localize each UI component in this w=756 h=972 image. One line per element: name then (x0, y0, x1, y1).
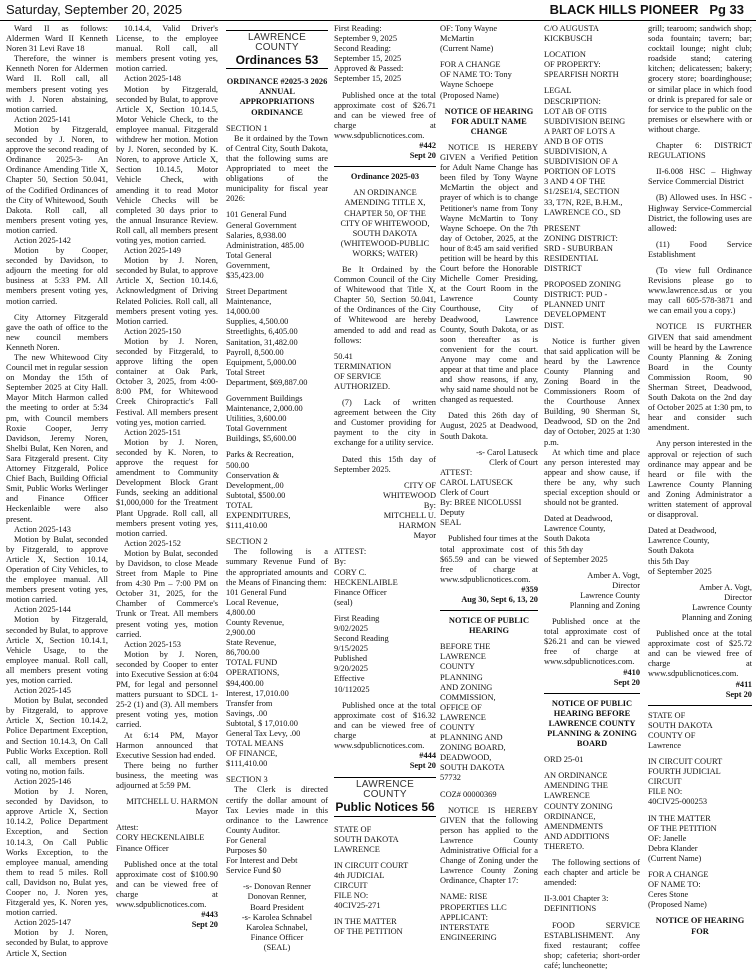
paragraph: FOOD SERVICE ESTABLISHMENT. Any fixed restaurant; coffee shop; cafeteria; short-order café; luncheonette; (544, 920, 643, 970)
notice-heading: NOTICE OF PUBLIC HEARING (448, 616, 532, 636)
officer-name: CORY HECKENLAIBLE (116, 833, 205, 843)
paragraph: Motion by Fitzgerald, seconded by J. Noren, to approve the second reading of Ordinance 2025-3- An Ordinance Amending Title X, Chapter 50, Section 50.041, of the Codified Ordinances of the City of Whitewood, South Dakota. Roll call, all members present voting yes, motion carried. (6, 124, 111, 235)
dated-block: Dated at Deadwood, Lawrence County, South Dakota this 5th Day of September 2025 (648, 526, 717, 576)
court-caption: IN CIRCUIT COURT 4th JUDICIAL CIRCUIT FILE NO: 40CIV25-271 (334, 860, 409, 911)
property-location: LOCATION OF PROPERTY: SPEARFISH NORTH (544, 50, 619, 80)
paragraph: (To view full Ordinance Revisions please go to www.lawrence.sd.us or you may call 605-578-3871 and we can email you a copy.) (648, 265, 755, 316)
attest-block: ATTEST: By: CORY C. HECKENLAIBLE Finance Officer (seal) (334, 547, 398, 607)
paragraph: Dated this 26th day of August, 2025 at Deadwood, South Dakota. (440, 411, 541, 441)
paragraph: City Attorney Fitzgerald gave the oath of office to the new council members Kenneth Noren. (6, 312, 111, 352)
notice-heading: NOTICE OF HEARING FOR ADULT NAME CHANGE (444, 106, 536, 136)
paragraph: Ward II as follows: Aldermen Ward II Kenneth Noren 31 Levi Rave 18 (6, 24, 111, 54)
ordinance-heading: ORDINANCE #2025-3 2026 ANNUAL APPROPRIATIONS ORDINANCE (226, 77, 329, 117)
chapter-heading: II-3.001 Chapter 3: DEFINITIONS (544, 894, 609, 914)
notice-date: Sept 20 (725, 689, 752, 699)
present-zoning: PRESENT ZONING DISTRICT: SRD - SUBURBAN RESIDENTIAL DISTRICT (544, 223, 618, 274)
paragraph: II-6.008 HSC – Highway Service Commercial District (648, 167, 755, 187)
section-title: Ordinances 53 (226, 53, 328, 68)
proposed-name: FOR A CHANGE OF NAME TO: Ceres Stone (Proposed Name) (648, 870, 709, 910)
page-header (0, 0, 756, 21)
court-caption: IN CIRCUIT COURT FOURTH JUDICIAL CIRCUIT FILE NO: 40CIV25-000253 (648, 757, 723, 807)
signature-block: CITY OF WHITEWOOD By: MITCHELL U. HARMON Mayor (382, 480, 436, 541)
paragraph: NOTICE IS HEREBY GIVEN that the following person has applied to the Lawrence County Administrative Official for a Change of Zoning under the Lawrence County Zoning Ordinance, Chapter 17: (440, 805, 541, 886)
paragraph: Action 2025-142 (14, 235, 71, 245)
budget-lines: Government Buildings Maintenance, 2,000.00 Utilities, 3,600.00 Total Government Buildings, $5,600.00 (226, 394, 303, 444)
paragraph: Motion by Fitzgerald, seconded by Bulat, to approve Article X, Section 10.14.5, Motor Vehicle Check, to the employee manual. Fitzgerald withdrew her motion. Motion by J. Noren, seconded by K. Noren, to approve Article X, Section 10.14.5, Motor Vehicle Check, with amending it to read Motor Vehicle Checks will be completed 30 days prior to the annual Insurance Review. Roll call, all members present voting yes, motion carried. (116, 84, 221, 245)
publication-cost: Published once at the total approximate cost of $25.72 and can be viewed free of charge at www.sdpublicnotices.com. (648, 629, 755, 679)
paragraph: Notice is further given that said application will be heard by the Lawrence County Planning and Zoning Board in the Commissioners Room of the Courthouse Annex Building, 90 Sherman St, Deadwood, SD on the 2nd day of October, 2025 at 1:30 p.m. (544, 336, 643, 447)
signature-block: -s- Carol Latuseck Clerk of Court (476, 447, 538, 467)
paragraph: Be it ordained by the Town of Central City, South Dakota, that the following sums are Appropriated to meet the obligations of the municipality for fiscal year 2026: (226, 133, 331, 204)
section-heading: 50.41 TERMINATION OF SERVICE AUTHORIZED. (334, 351, 392, 391)
notice-id: #444 (419, 751, 436, 761)
paragraph: Action 2025-141 (14, 114, 71, 124)
legal-description: LEGAL DESCRIPTION: LOT AB OF OTIS SUBDIVISION BEING A PART OF LOTS A AND B OF OTIS SUBDIVISION, A SUBDIVISION OF A PORTION OF LOTS 3 AND 4 OF THE S1/2SE1/4, SECTION 33, T7N, R2E, B.H.M., LAWRENCE CO., SD (544, 86, 626, 217)
paragraph: 10.14.4, Valid Driver's License, to the employee manual. Roll call, all members present voting yes, motion carried. (116, 24, 221, 74)
paragraph: NOTICE IS FURTHER GIVEN that said amendment will be heard by the Lawrence County Planning & Zoning Board in the County Commission Room, 90 Sherman Street, Deadwood, South Dakota on the 2nd day of October 2025 at 1:30 pm, to hear and consider such amendment. (648, 322, 755, 433)
section-label: SECTION 3 (226, 775, 268, 785)
publication-cost: Published once at the total approximate cost of $100.90 and can be viewed free of charge at www.sdpublicnotices.com. (116, 859, 221, 909)
notice-id: #443 (201, 910, 218, 920)
column-7 (648, 24, 755, 937)
notice-date: Sept 20 (409, 151, 436, 161)
column-4 (334, 24, 439, 938)
coz-number: COZ# 00000369 (440, 789, 497, 799)
paragraph: grill; tearoom; sandwich shop; soda fountain; tavern; bar; cocktail lounge; night club; roadside stand; catering kitchen; delicatessen; bakery; grocery store; boardinghouse; or similar place in which food or drink is prepared for sale or for service to the public on the premises or elsewhere with or without charge. (648, 24, 755, 134)
court-caption: IN THE MATTER OF THE PETITION (334, 917, 403, 937)
paragraph: Action 2025-143 (14, 524, 71, 534)
paragraph: Motion by Cooper, seconded by Davidson, to adjourn the meeting for old business at 5:33 PM. All members present voting yes, motion carried. (6, 246, 111, 306)
paragraph: Action 2025-148 (124, 74, 181, 84)
paragraph: At which time and place any person interested may appear and show cause, if there be any, why such special exception should or should not be granted. (544, 447, 643, 508)
paragraph: Motion by Bulat, seconded by Davidson, to close Meade Street from Maple to Pine from 4:30 Pm – 7:00 PM on October 31, 2025, for the Chamber of Commerce's Trunk or Treat. All members present voting yes, motion carried. (116, 548, 221, 639)
paragraph: (7) Lack of written agreement between the City and Customer providing for payment to the city in exchange for a utility service. (334, 398, 439, 448)
publication-title: BLACK HILLS PIONEER Pg 33 (549, 2, 744, 17)
section-banner (334, 777, 436, 816)
budget-lines: Street Department Maintenance, 14,000.00 Supplies, 4,500.00 Streetlights, 6,405.00 Sanitation, 31,482.00 Payroll, 8,500.00 Equipment, 5,000.00 Total Street Department, $69,887.00 (226, 287, 308, 387)
paragraph: Dated this 15th day of September 2025. (334, 454, 439, 474)
column-3 (226, 24, 331, 953)
paragraph: Motion by Bulat, seconded by Fitzgerald, to approve Article X, Section 10.14.2, Police Department Exception, and Section 10.14.3, On Call Public Works Exception. Roll call, all members present voting no, motion fails. (6, 696, 111, 776)
paragraph: Motion by J. Noren, seconded by Fitzgerald, to approve lifting the open container at Oak Park, October 3, 2025, from 4:00-8:00 PM, for Whitewood Creek Chiropractic's Fall Festival. All members present voting yes, motion carried. (116, 336, 221, 427)
budget-lines: 101 General Fund General Government Salaries, 8,938.00 Administration, 485.00 Total General Government, $35,423.00 (226, 210, 304, 280)
issue-date: Saturday, September 20, 2025 (6, 2, 183, 17)
column-5 (440, 24, 541, 943)
paragraph: Motion by J. Noren, seconded by K. Noren, to approve the request for amendment to Community Development Block Grant Funds, seeking an additional $1,000,000 for the Treatment Plant Upgrade. Roll call, all members present voting yes, motion carried. (116, 437, 221, 538)
notice-id: #359 (521, 584, 538, 594)
chapter-heading: Chapter 6: DISTRICT REGULATIONS (648, 141, 755, 161)
proposed-name: FOR A CHANGE OF NAME TO: Tony Wayne Schoepe (Proposed Name) (440, 60, 512, 100)
paragraph: Motion by Bulat, seconded by Fitzgerald, to approve Article X, Section 10.14, Operation of City Vehicles, to the employee manual. All members present voting yes, motion carried. (6, 534, 111, 605)
section-banner (226, 30, 328, 69)
section-label: SECTION 1 (226, 123, 268, 133)
paragraph: NOTICE IS HEREBY GIVEN a Verified Petition for Adult Name Change has been filed by Tony Wayne McMartin the object and prayer of which is to change Petitioner's name from Tony Wayne McMartin to Tony Wayne Schoepe. On the 7th day of October, 2025, at the hour of 8:45 am said verified petition will be heard by this Court before the Honorable Michelle Comer Presiding, at the Court Room in the Lawrence County Courthouse, City of Deadwood, Lawrence County, South Dakota, or as soon thereafter as is convenient for the court. Anyone may come and appear at that time and place and show reasons, if any, why said name should not be changed as requested. (440, 142, 541, 405)
notice-heading: NOTICE OF PUBLIC HEARING BEFORE LAWRENCE COUNTY PLANNING & ZONING BOARD (547, 698, 639, 749)
dated-block: Dated at Deadwood, Lawrence County, South Dakota this 5th day of September 2025 (544, 514, 613, 564)
page-number: Pg 33 (709, 2, 744, 17)
paragraph: The Clerk is directed certify the dollar amount of Tax Levies made in this ordinance to the Lawrence County Auditor. (226, 785, 331, 835)
paragraph: Action 2025-145 (14, 686, 71, 696)
paragraph: Motion by Fitzgerald, seconded by Bulat, to approve Article X, Section 10.14.1, Vehicle Usage, to the employee manual. Roll call, all members present voting yes, motion carried. (6, 615, 111, 685)
paragraph: Be It Ordained by the Common Council of the City of Whitewood that Title X, Chapter 50, Section 50.041, of the Ordinances of the City of Whitewood are hereby amended to add and read as follows: (334, 264, 439, 345)
budget-lines: 101 General Fund Local Revenue, 4,800.00 County Revenue, 2,900.00 State Revenue, 86,700.00 TOTAL FUND OPERATIONS, $94,400.00 Interest, 17,010.00 Transfer from Savings, .00 Subtotal, $ 17,010.00 General Tax Levy, .00 TOTAL MEANS OF FINANCE, $111,410.00 (226, 587, 301, 769)
paragraph: Action 2025-150 (124, 326, 181, 336)
current-name: IN THE MATTER OF THE PETITION OF: Janelle Debra Klander (Current Name) (648, 813, 717, 863)
paragraph: The following is a summary Revenue Fund of the appropriated amounts and the Means of Financing them: (226, 547, 331, 587)
proposed-zoning: PROPOSED ZONING DISTRICT: PUD - PLANNED UNIT DEVELOPMENT DIST. (544, 280, 622, 330)
readings: First Reading 9/02/2025 Second Reading 9/15/2025 Published 9/20/2025 Effective 10/112025 (334, 613, 389, 694)
paragraph: Action 2025-151 (124, 427, 181, 437)
paragraph: At 6:14 PM, Mayor Harmon announced that Executive Session had ended. (116, 730, 221, 760)
publication-cost: Published four times at the total approximate cost of $65.59 and can be viewed free of charge at www.sdpublicnotices.com. (440, 534, 541, 584)
paragraph: (11) Food Service Establishment (648, 239, 755, 259)
notice-heading: NOTICE OF HEARING FOR (655, 916, 747, 936)
paragraph: Action 2025-153 (124, 639, 181, 649)
officer-title: Finance Officer (116, 843, 169, 853)
paragraph: Action 2025-146 (14, 776, 71, 786)
notice-date: Aug 30, Sept 6, 13, 20 (461, 594, 538, 604)
column-2 (116, 24, 221, 930)
paragraph: The following sections of each chapter and article be amended: (544, 858, 643, 888)
paragraph: Motion by J. Noren, seconded by Bulat, to approve Article X, Section 10.14.6, Acknowledgment of Driving Related Policies. Roll call, all members present voting yes. Motion carried. (116, 256, 221, 326)
publication-cost: Published once at the total approximate cost of $26.21 and can be viewed free of charge at www.sdpublicnotices.com. (544, 617, 643, 667)
publication-cost: Published once at the total approximate cost of $16.32 and can be viewed free of charge at www.sdpublicnotices.com. (334, 700, 439, 750)
paragraph: Any person interested in the approval or rejection of such ordinance may appear and be heard or file with the Lawrence County Planning and Zoning Administrator a written statement of approval or disapproval. (648, 439, 755, 520)
current-name: OF: Tony Wayne McMartin (Current Name) (440, 24, 498, 54)
budget-lines: Parks & Recreation, 500.00 Conservation & Development,.00 Subtotal, $500.00 TOTAL EXPENDITURES, $111,410.00 (226, 450, 294, 531)
signature-block: -s- Karolea Schnabel Karolea Schnabel, Finance Officer (SEAL) (241, 912, 313, 952)
section-kicker: LAWRENCE COUNTY (356, 779, 414, 801)
court-caption: STATE OF SOUTH DAKOTA LAWRENCE (334, 824, 399, 854)
column-1 (6, 24, 111, 959)
applicant-care-of: C/O AUGUSTA KICKBUSCH (544, 24, 599, 44)
notice-date: Sept 20 (191, 920, 218, 930)
section-title: Public Notices 56 (335, 800, 435, 815)
paragraph: Action 2025-147 (14, 918, 71, 928)
signature-block: Amber A. Vogt, Director Lawrence County Planning and Zoning (681, 582, 752, 622)
paragraph: Therefore, the winner is Kenneth Noren for Aldermen Ward II. Roll call, all members present voting yes with J. Noren abstaining, motion carried. (6, 54, 111, 114)
section-label: SECTION 2 (226, 537, 268, 547)
signature-name: MITCHELL U. HARMON (126, 797, 218, 807)
hearing-body: BEFORE THE LAWRENCE COUNTY PLANNING AND ZONING COMMISSION, OFFICE OF LAWRENCE COUNTY PLANNING AND ZONING BOARD, DEADWOOD, SOUTH DAKOTA 57732 (440, 642, 506, 783)
signature-title: Mayor (195, 807, 218, 817)
budget-lines: For General Purposes $0 For Interest and Debt Service Fund $0 (226, 835, 298, 876)
notice-date: Sept 20 (613, 677, 640, 687)
paragraph: The new Whitewood City Council met in regular session on Monday the 15th of September 2025 at City Hall. Mayor Mitch Harmon called the meeting to order at 5:34 pm, with Council members Roxie Cooper, Jerry Davidson, Jeremy Noren, Shelbi Bulat, Ken Noren, and Sara Fitzgerald present. City Attorney Fitzgerald, Police Chief Bach, Building Official Smit, Public Works Werlinger and Finance Officer Heckenlaible were also present. (6, 353, 111, 524)
paragraph: Action 2025-144 (14, 605, 71, 615)
paragraph: Motion by J. Noren, seconded by Davidson, to approve Article X, Section 10.14.2, Police Department Exception, and Section 10.14.3, On Call Public Works Exception, to the employee manual, amending them to read 5 miles. Roll call, Davidson no, Bulat yes, Cooper no, J. Noren yes, Fitzgerald yes, K. Noren yes, motion carried. (6, 787, 111, 918)
notice-id: #442 (419, 141, 436, 151)
publication-cost: Published once at the total approximate cost of $26.71 and can be viewed free of charge at www.sdpublicnotices.com. (334, 90, 439, 140)
court-caption: STATE OF SOUTH DAKOTA COUNTY OF Lawrence (648, 710, 713, 750)
paragraph: (B) Allowed uses. In HSC - Highway Service-Commercial District, the following uses are allowed: (648, 193, 755, 233)
paragraph: Motion by J. Noren, seconded by Cooper to enter into Executive Session at 6:04 PM, for legal and personnel matters pursuant to SDCL 1-25-2 (1) and (3). All members present voting yes, motion carried. (116, 649, 221, 730)
paragraph: There being no further business, the meeting was adjourned at 5:59 PM. (116, 760, 221, 791)
applicant: NAME: RISE PROPERTIES LLC APPLICANT: INTERSTATE ENGINEERING (440, 892, 507, 942)
notice-id: #411 (735, 679, 752, 689)
attest-block: ATTEST: CAROL LATUSECK Clerk of Court By: BREE NICOLUSSI Deputy SEAL (440, 467, 522, 528)
attest-label: Attest: (116, 823, 139, 833)
readings: First Reading: September 9, 2025 Second Reading: September 15, 2025 Approved & Passed: September 15, 2025 (334, 24, 404, 84)
ordinance-caption: AN ORDINANCE AMENDING TITLE X, CHAPTER 50, OF THE CITY OF WHITEWOOD, SOUTH DAKOTA (WHITEWOOD-PUBLIC WORKS; WATER) (340, 188, 432, 258)
paragraph: Action 2025-149 (124, 246, 181, 256)
ordinance-caption: AN ORDINANCE AMENDING THE LAWRENCE COUNTY ZONING ORDINANCE, AMENDMENTS AND ADDITIONS THERETO. (544, 771, 613, 851)
ordinance-title: Ordinance 2025-03 (350, 172, 420, 182)
signature-block: -s- Donovan Renner Donovan Renner, Board President (243, 882, 311, 912)
paragraph: Motion by J. Noren, seconded by Bulat, to approve Article X, Section (6, 928, 111, 958)
signature-block: Amber A. Vogt, Director Lawrence County Planning and Zoning (569, 570, 640, 610)
paragraph: Action 2025-152 (124, 538, 181, 548)
notice-id: #410 (623, 667, 640, 677)
column-6 (544, 24, 643, 971)
ordinance-number: ORD 25-01 (544, 755, 584, 765)
section-kicker: LAWRENCE COUNTY (248, 32, 306, 54)
notice-date: Sept 20 (409, 761, 436, 771)
